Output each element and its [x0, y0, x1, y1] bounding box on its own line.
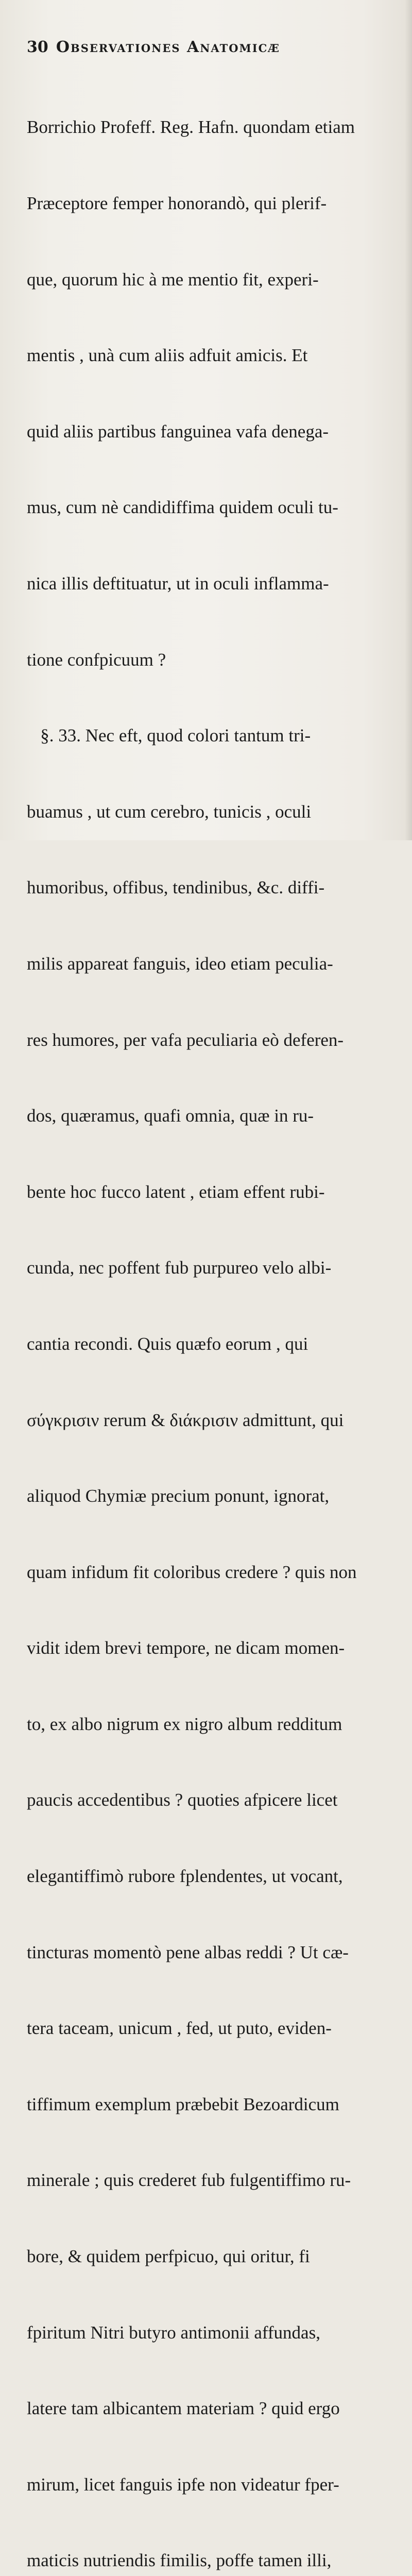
text-line: bore, & quidem perfpicuo, qui oritur, fi: [27, 2246, 310, 2267]
text-line: mirum, licet fanguis ipfe non videatur fper-: [27, 2474, 339, 2495]
text-line: res humores, per vafa peculiaria eò deferen-: [27, 1029, 344, 1050]
text-line: nica illis deftituatur, ut in oculi inflamma-: [27, 573, 329, 594]
text-line: Præceptore femper honorandò, qui plerif-: [27, 193, 327, 213]
text-line: quam infidum fit coloribus credere ? quis non: [27, 1562, 357, 1582]
text-line: humoribus, offibus, tendinibus, &c. diffi-: [27, 877, 325, 898]
text-line: cunda, nec poffent fub purpureo velo albi-: [27, 1258, 332, 1278]
text-line: minerale ; quis crederet fub fulgentiffimo ru-: [27, 2170, 351, 2191]
text-line: dos, quæramus, quafi omnia, quæ in ru-: [27, 1106, 314, 1126]
text-line: mus, cum nè candidiffima quidem oculi tu-: [27, 497, 338, 518]
text-line: to, ex albo nigrum ex nigro album redditum: [27, 1714, 342, 1734]
text-line: aliquod Chymiæ precium ponunt, ignorat,: [27, 1486, 330, 1506]
page-number: 30: [27, 38, 48, 56]
running-title: Observationes Anatomicæ: [56, 38, 281, 56]
text-line: tiffimum exemplum præbebit Bezoardicum: [27, 2094, 339, 2114]
text-line: mentis , unà cum aliis adfuit amicis. Et: [27, 345, 308, 366]
text-line: tione confpicuum ?: [27, 649, 166, 670]
text-line: latere tam albicantem materiam ? quid ergo: [27, 2398, 340, 2419]
text-line: buamus , ut cum cerebro, tunicis , oculi: [27, 801, 312, 822]
text-line: paucis accedentibus ? quoties afpicere licet: [27, 1790, 338, 1810]
text-line: elegantiffimò rubore fplendentes, ut vocant,: [27, 1866, 343, 1887]
text-line: milis appareat fanguis, ideo etiam peculia-: [27, 953, 333, 974]
text-line: quid aliis partibus fanguinea vafa denega-: [27, 421, 329, 442]
page-edge-shadow: [405, 0, 412, 840]
text-line: §. 33. Nec eft, quod colori tantum tri-: [27, 725, 311, 746]
text-line: bente hoc fucco latent , etiam effent rubi-: [27, 1181, 325, 1202]
text-line: Borrichio Profeff. Reg. Hafn. quondam etiam: [27, 117, 355, 138]
body-text: [27, 64, 412, 2576]
text-line: tincturas momentò pene albas reddi ? Ut cæ-: [27, 1942, 349, 1962]
text-line: fpiritum Nitri butyro antimonii affundas,: [27, 2322, 320, 2343]
running-head: [27, 38, 408, 59]
text-line: que, quorum hic à me mentio fit, experi-: [27, 269, 319, 290]
text-line: cantia recondi. Quis quæfo eorum , qui: [27, 1333, 308, 1354]
text-line: σύγκρισιν rerum & διάκρισιν admittunt, qui: [27, 1410, 344, 1430]
text-line: tera taceam, unicum , fed, ut puto, eviden-: [27, 2018, 332, 2039]
text-line: vidit idem brevi tempore, ne dicam momen-: [27, 1638, 345, 1658]
text-line: maticis nutriendis fimilis, poffe tamen illi,: [27, 2550, 332, 2571]
